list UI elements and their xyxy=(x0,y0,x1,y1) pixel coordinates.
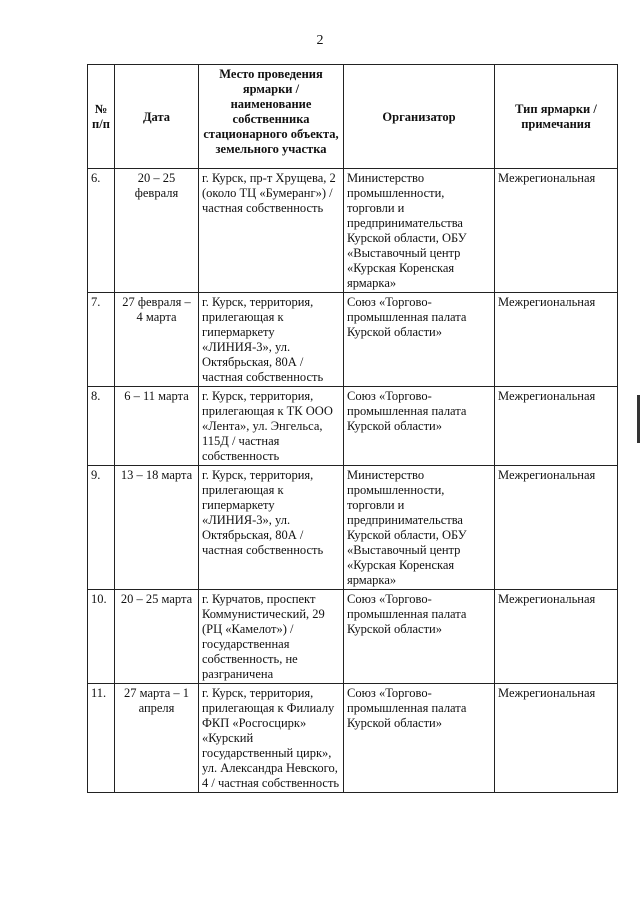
row-place: г. Курск, территория, прилегающая к ТК ООО «Лента», ул. Энгельса, 115Д / частная собственность xyxy=(199,387,344,466)
row-place: г. Курск, пр-т Хрущева, 2 (около ТЦ «Бумеранг») / частная собственность xyxy=(199,169,344,293)
row-organizer: Союз «Торгово-промышленная палата Курской области» xyxy=(344,684,495,793)
row-date: 13 – 18 марта xyxy=(115,466,199,590)
row-type: Межрегиональная xyxy=(495,466,618,590)
row-place: г. Курск, территория, прилегающая к гипермаркету «ЛИНИЯ-3», ул. Октябрьская, 80А / частная собственность xyxy=(199,466,344,590)
row-organizer: Министерство промышленности, торговли и предпринимательства Курской области, ОБУ «Выставочный центр «Курская Коренская ярмарка» xyxy=(344,169,495,293)
header-num: № п/п xyxy=(88,65,115,169)
table-row xyxy=(88,466,618,590)
row-num: 7. xyxy=(88,293,115,387)
table-row xyxy=(88,684,618,793)
row-organizer: Министерство промышленности, торговли и предпринимательства Курской области, ОБУ «Выставочный центр «Курская Коренская ярмарка» xyxy=(344,466,495,590)
row-date: 20 – 25 марта xyxy=(115,590,199,684)
row-place: г. Курск, территория, прилегающая к гипермаркету «ЛИНИЯ-3», ул. Октябрьская, 80А / частная собственность xyxy=(199,293,344,387)
table-row xyxy=(88,387,618,466)
page-number: 2 xyxy=(316,33,324,48)
table-row xyxy=(88,169,618,293)
table-row xyxy=(88,293,618,387)
row-date: 27 марта – 1 апреля xyxy=(115,684,199,793)
row-date: 27 февраля – 4 марта xyxy=(115,293,199,387)
row-date: 6 – 11 марта xyxy=(115,387,199,466)
row-type: Межрегиональная xyxy=(495,293,618,387)
table-row xyxy=(88,590,618,684)
row-organizer: Союз «Торгово-промышленная палата Курской области» xyxy=(344,590,495,684)
row-type: Межрегиональная xyxy=(495,684,618,793)
row-date: 20 – 25 февраля xyxy=(115,169,199,293)
row-type: Межрегиональная xyxy=(495,387,618,466)
row-num: 11. xyxy=(88,684,115,793)
header-organizer: Организатор xyxy=(344,65,495,169)
row-num: 10. xyxy=(88,590,115,684)
row-place: г. Курчатов, проспект Коммунистический, 29 (РЦ «Камелот») / государственная собственность, не разграничена xyxy=(199,590,344,684)
row-type: Межрегиональная xyxy=(495,169,618,293)
header-place: Место проведения ярмарки / наименование собственника стационарного объекта, земельного участка xyxy=(199,65,344,169)
fairs-table xyxy=(87,64,618,793)
header-date: Дата xyxy=(115,65,199,169)
row-organizer: Союз «Торгово-промышленная палата Курской области» xyxy=(344,387,495,466)
header-type: Тип ярмарки / примечания xyxy=(495,65,618,169)
row-organizer: Союз «Торгово-промышленная палата Курской области» xyxy=(344,293,495,387)
row-num: 9. xyxy=(88,466,115,590)
row-num: 8. xyxy=(88,387,115,466)
row-place: г. Курск, территория, прилегающая к Филиалу ФКП «Росгосцирк» «Курский государственный цирк», ул. Александра Невского, 4 / частная собственность xyxy=(199,684,344,793)
row-type: Межрегиональная xyxy=(495,590,618,684)
row-num: 6. xyxy=(88,169,115,293)
table-header-row xyxy=(88,65,618,169)
